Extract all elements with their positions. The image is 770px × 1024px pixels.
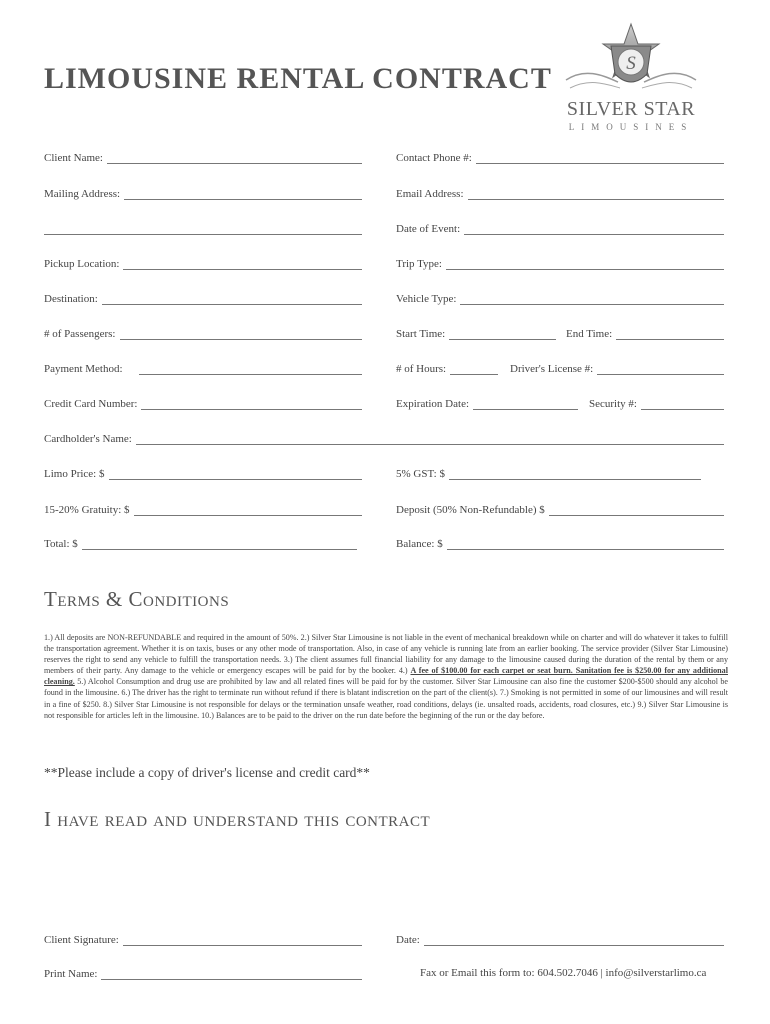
vehicle-type-label: Vehicle Type: [396, 293, 457, 305]
gratuity-line[interactable] [134, 505, 362, 516]
mailing-address-field[interactable] [44, 186, 362, 200]
payment-method-line[interactable] [139, 364, 362, 375]
start-time-label: Start Time: [396, 328, 446, 340]
trip-type-line[interactable] [446, 259, 724, 270]
terms-heading: Terms & Conditions [44, 587, 230, 611]
gst-line[interactable] [449, 469, 701, 480]
start-time-line[interactable] [449, 329, 556, 340]
passengers-line[interactable] [120, 329, 363, 340]
mailing-address-line-2[interactable] [44, 224, 362, 235]
limo-price-field[interactable] [44, 466, 362, 480]
trip-type-field[interactable] [396, 256, 724, 270]
drivers-license-field[interactable] [510, 361, 724, 375]
total-label: Total: $ [44, 538, 78, 550]
gst-field[interactable] [396, 466, 701, 480]
signature-date-label: Date: [396, 934, 420, 946]
cardholder-name-field[interactable] [44, 431, 724, 445]
hours-field[interactable] [396, 361, 498, 375]
terms-text [44, 632, 728, 721]
expiration-date-line[interactable] [473, 399, 578, 410]
deposit-line[interactable] [549, 505, 724, 516]
payment-method-field[interactable] [44, 361, 362, 375]
total-line[interactable] [82, 539, 357, 550]
expiration-date-label: Expiration Date: [396, 398, 470, 410]
gratuity-field[interactable] [44, 502, 362, 516]
pickup-location-field[interactable] [44, 256, 362, 270]
print-name-line[interactable] [101, 969, 362, 980]
cardholder-name-label: Cardholder's Name: [44, 433, 132, 445]
mailing-address-line-2-field[interactable] [44, 221, 362, 235]
drivers-license-label: Driver's License #: [510, 363, 594, 375]
print-name-label: Print Name: [44, 968, 98, 980]
vehicle-type-line[interactable] [460, 294, 724, 305]
attachment-note: **Please include a copy of driver's license and credit card** [44, 765, 370, 780]
page-title: LIMOUSINE RENTAL CONTRACT [44, 62, 552, 95]
date-of-event-line[interactable] [464, 224, 724, 235]
passengers-field[interactable] [44, 326, 362, 340]
pickup-location-line[interactable] [123, 259, 362, 270]
balance-field[interactable] [396, 536, 724, 550]
email-address-field[interactable] [396, 186, 724, 200]
contact-phone-label: Contact Phone #: [396, 152, 472, 164]
destination-label: Destination: [44, 293, 98, 305]
credit-card-line[interactable] [141, 399, 362, 410]
security-line[interactable] [641, 399, 724, 410]
deposit-field[interactable] [396, 502, 724, 516]
balance-label: Balance: $ [396, 538, 443, 550]
date-of-event-label: Date of Event: [396, 223, 461, 235]
client-name-field[interactable] [44, 150, 362, 164]
credit-card-label: Credit Card Number: [44, 398, 138, 410]
logo-name: SILVER STAR [566, 98, 696, 120]
contact-phone-line[interactable] [476, 153, 724, 164]
gratuity-label: 15-20% Gratuity: $ [44, 504, 130, 516]
logo-subtitle: LIMOUSINES [568, 122, 694, 132]
security-field[interactable] [589, 396, 724, 410]
email-address-line[interactable] [468, 189, 724, 200]
limo-price-line[interactable] [109, 469, 363, 480]
end-time-field[interactable] [566, 326, 724, 340]
acknowledgement-heading: I have read and understand this contract [44, 807, 431, 831]
client-signature-label: Client Signature: [44, 934, 119, 946]
svg-text:S: S [626, 53, 636, 74]
mailing-address-line[interactable] [124, 189, 362, 200]
star-shield-icon [556, 22, 706, 102]
start-time-field[interactable] [396, 326, 556, 340]
print-name-field[interactable] [44, 966, 362, 980]
gst-label: 5% GST: $ [396, 468, 445, 480]
cardholder-name-line[interactable] [136, 434, 724, 445]
terms-part-2: 5.) Alcohol Consumption and drug use are prohibited by law and all related fines will be paid for by the customer. Silver Star Limousine can also fine the customer $200-$500 should any alcohol be found in the limousine. 6.) The driver has the right to terminate run without refund if there is blatant indiscretion on the part of the client(s). 7.) Smoking is not permitted in some of our limousines and will result in a fine of $250. 8.) Silver Star Limousine is not responsible for delays or the termination unsafe weather, road conditions, delays (ie. unsalted roads, accidents, road closures, etc.) 9.) Silver Star Limousine is not responsible for articles left in the limousine. 10.) Balances are to be paid to the driver on the run date before the beginning of the run or the day before. [44, 677, 728, 720]
client-signature-line[interactable] [123, 935, 362, 946]
drivers-license-line[interactable] [597, 364, 724, 375]
contact-info: Fax or Email this form to: 604.502.7046 | info@silverstarlimo.ca [420, 967, 707, 979]
trip-type-label: Trip Type: [396, 258, 442, 270]
pickup-location-label: Pickup Location: [44, 258, 120, 270]
company-logo [556, 22, 706, 134]
deposit-label: Deposit (50% Non-Refundable) $ [396, 504, 545, 516]
hours-label: # of Hours: [396, 363, 447, 375]
signature-date-line[interactable] [424, 935, 724, 946]
destination-line[interactable] [102, 294, 362, 305]
terms-part-1: 1.) All deposits are NON-REFUNDABLE and required in the amount of 50%. 2.) Silver Star Limousine is not liable in the event of mechanical breakdown while on charter and will do whatever it takes to fulfill the transportation agreement. Whether it is on taxis, buses or any other mode of transportation. Also, in case of any vehicle is running late from an earlier booking. The service provider (Silver Star Limousine) reserves the right to send any vehicle to fulfill the transportation needs. 3.) The client assumes full financial liability for any damage to the limousine caused during the duration of the rental by them or any members of their party. Any damage to the vehicle or emergency escapes will be paid for by the booker. 4.) [44, 633, 728, 676]
end-time-label: End Time: [566, 328, 613, 340]
client-signature-field[interactable] [44, 932, 362, 946]
vehicle-type-field[interactable] [396, 291, 724, 305]
security-label: Security #: [589, 398, 637, 410]
total-field[interactable] [44, 536, 357, 550]
mailing-address-label: Mailing Address: [44, 188, 121, 200]
destination-field[interactable] [44, 291, 362, 305]
balance-line[interactable] [447, 539, 724, 550]
hours-line[interactable] [450, 364, 498, 375]
passengers-label: # of Passengers: [44, 328, 116, 340]
end-time-line[interactable] [616, 329, 724, 340]
email-address-label: Email Address: [396, 188, 464, 200]
contact-phone-field[interactable] [396, 150, 724, 164]
date-of-event-field[interactable] [396, 221, 724, 235]
credit-card-field[interactable] [44, 396, 362, 410]
client-name-label: Client Name: [44, 152, 103, 164]
client-name-line[interactable] [107, 153, 362, 164]
terms-fee-highlight: A fee of $100.00 for each carpet or seat burn. Sanitation fee is $250.00 for any additional cleaning. [44, 666, 728, 687]
payment-method-label: Payment Method: [44, 363, 123, 375]
expiration-date-field[interactable] [396, 396, 578, 410]
signature-date-field[interactable] [396, 932, 724, 946]
limo-price-label: Limo Price: $ [44, 468, 105, 480]
